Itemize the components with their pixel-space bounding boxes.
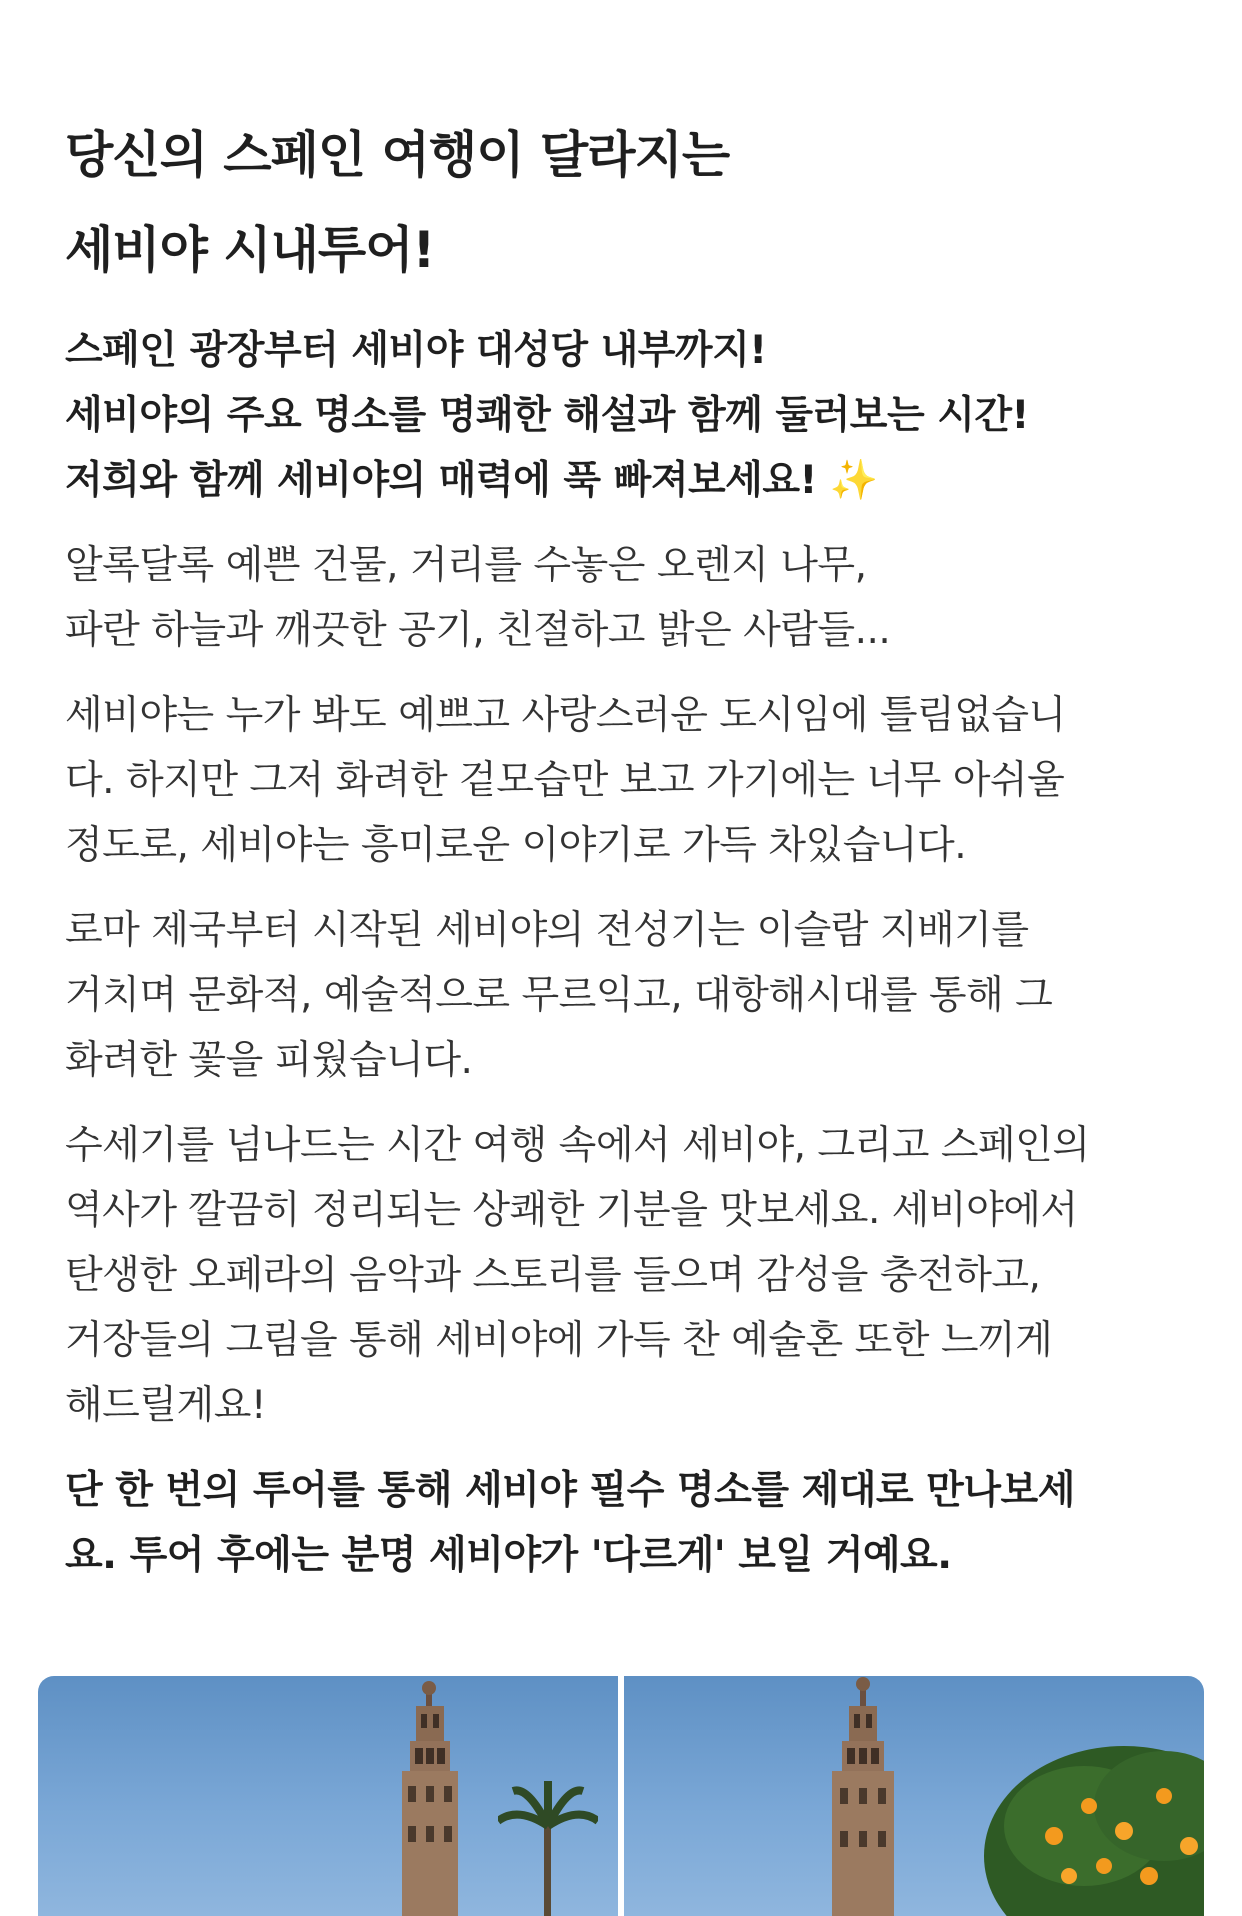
title-line: 당신의 스페인 여행이 달라지는	[65, 126, 730, 184]
paragraph-line: 알록달록 예쁜 건물, 거리를 수놓은 오렌지 나무,	[65, 543, 867, 588]
giralda-tower-photo[interactable]	[38, 1676, 618, 1916]
paragraph-line: 단 한 번의 투어를 통해 세비야 필수 명소를 제대로 만나보세	[65, 1468, 1075, 1513]
paragraph-line: 탄생한 오페라의 음악과 스토리를 들으며 감성을 충전하고,	[65, 1253, 1041, 1298]
palm-tree-icon	[498, 1776, 598, 1916]
paragraph-line: 요. 투어 후에는 분명 세비야가 '다르게' 보일 거예요.	[65, 1533, 952, 1578]
giralda-tower-icon	[388, 1676, 478, 1916]
paragraph-line: 역사가 깔끔히 정리되는 상쾌한 기분을 맛보세요. 세비야에서	[65, 1188, 1078, 1233]
paragraph-closing	[65, 1458, 1185, 1588]
paragraph-line: 정도로, 세비야는 흥미로운 이야기로 가득 차있습니다.	[65, 823, 967, 868]
paragraph-line: 거치며 문화적, 예술적으로 무르익고, 대항해시대를 통해 그	[65, 973, 1053, 1018]
orange-tree-icon	[964, 1736, 1204, 1916]
paragraph-history	[65, 898, 1185, 1093]
intro-line: 스페인 광장부터 세비야 대성당 내부까지!	[65, 328, 767, 373]
intro-line: 저희와 함께 세비야의 매력에 푹 빠져보세요! ✨	[65, 458, 878, 503]
photo-gallery[interactable]	[38, 1676, 1204, 1916]
paragraph-line: 로마 제국부터 시작된 세비야의 전성기는 이슬람 지배기를	[65, 908, 1029, 953]
giralda-tower-orange-tree-photo[interactable]	[624, 1676, 1204, 1916]
paragraph-line: 해드릴게요!	[65, 1383, 267, 1428]
paragraph-line: 다. 하지만 그저 화려한 겉모습만 보고 가기에는 너무 아쉬울	[65, 758, 1065, 803]
paragraph-line: 거장들의 그림을 통해 세비야에 가득 찬 예술혼 또한 느끼게	[65, 1318, 1053, 1363]
intro-line: 세비야의 주요 명소를 명쾌한 해설과 함께 둘러보는 시간!	[65, 393, 1029, 438]
sparkles-icon: ✨	[829, 458, 878, 503]
paragraph-line: 수세기를 넘나드는 시간 여행 속에서 세비야, 그리고 스페인의	[65, 1123, 1090, 1168]
paragraph-line: 파란 하늘과 깨끗한 공기, 친절하고 밝은 사람들...	[65, 608, 891, 653]
paragraph-streets	[65, 533, 1185, 663]
paragraph-city	[65, 683, 1185, 878]
paragraph-experience	[65, 1113, 1185, 1438]
paragraph-line: 세비야는 누가 봐도 예쁘고 사랑스러운 도시임에 틀림없습니	[65, 693, 1066, 738]
title-line: 세비야 시내투어!	[65, 221, 435, 279]
paragraph-line: 화려한 꽃을 피웠습니다.	[65, 1038, 473, 1083]
article-body	[65, 108, 1185, 1588]
intro-text	[65, 318, 1185, 513]
article-title	[65, 108, 1185, 298]
giralda-tower-icon	[814, 1676, 914, 1916]
